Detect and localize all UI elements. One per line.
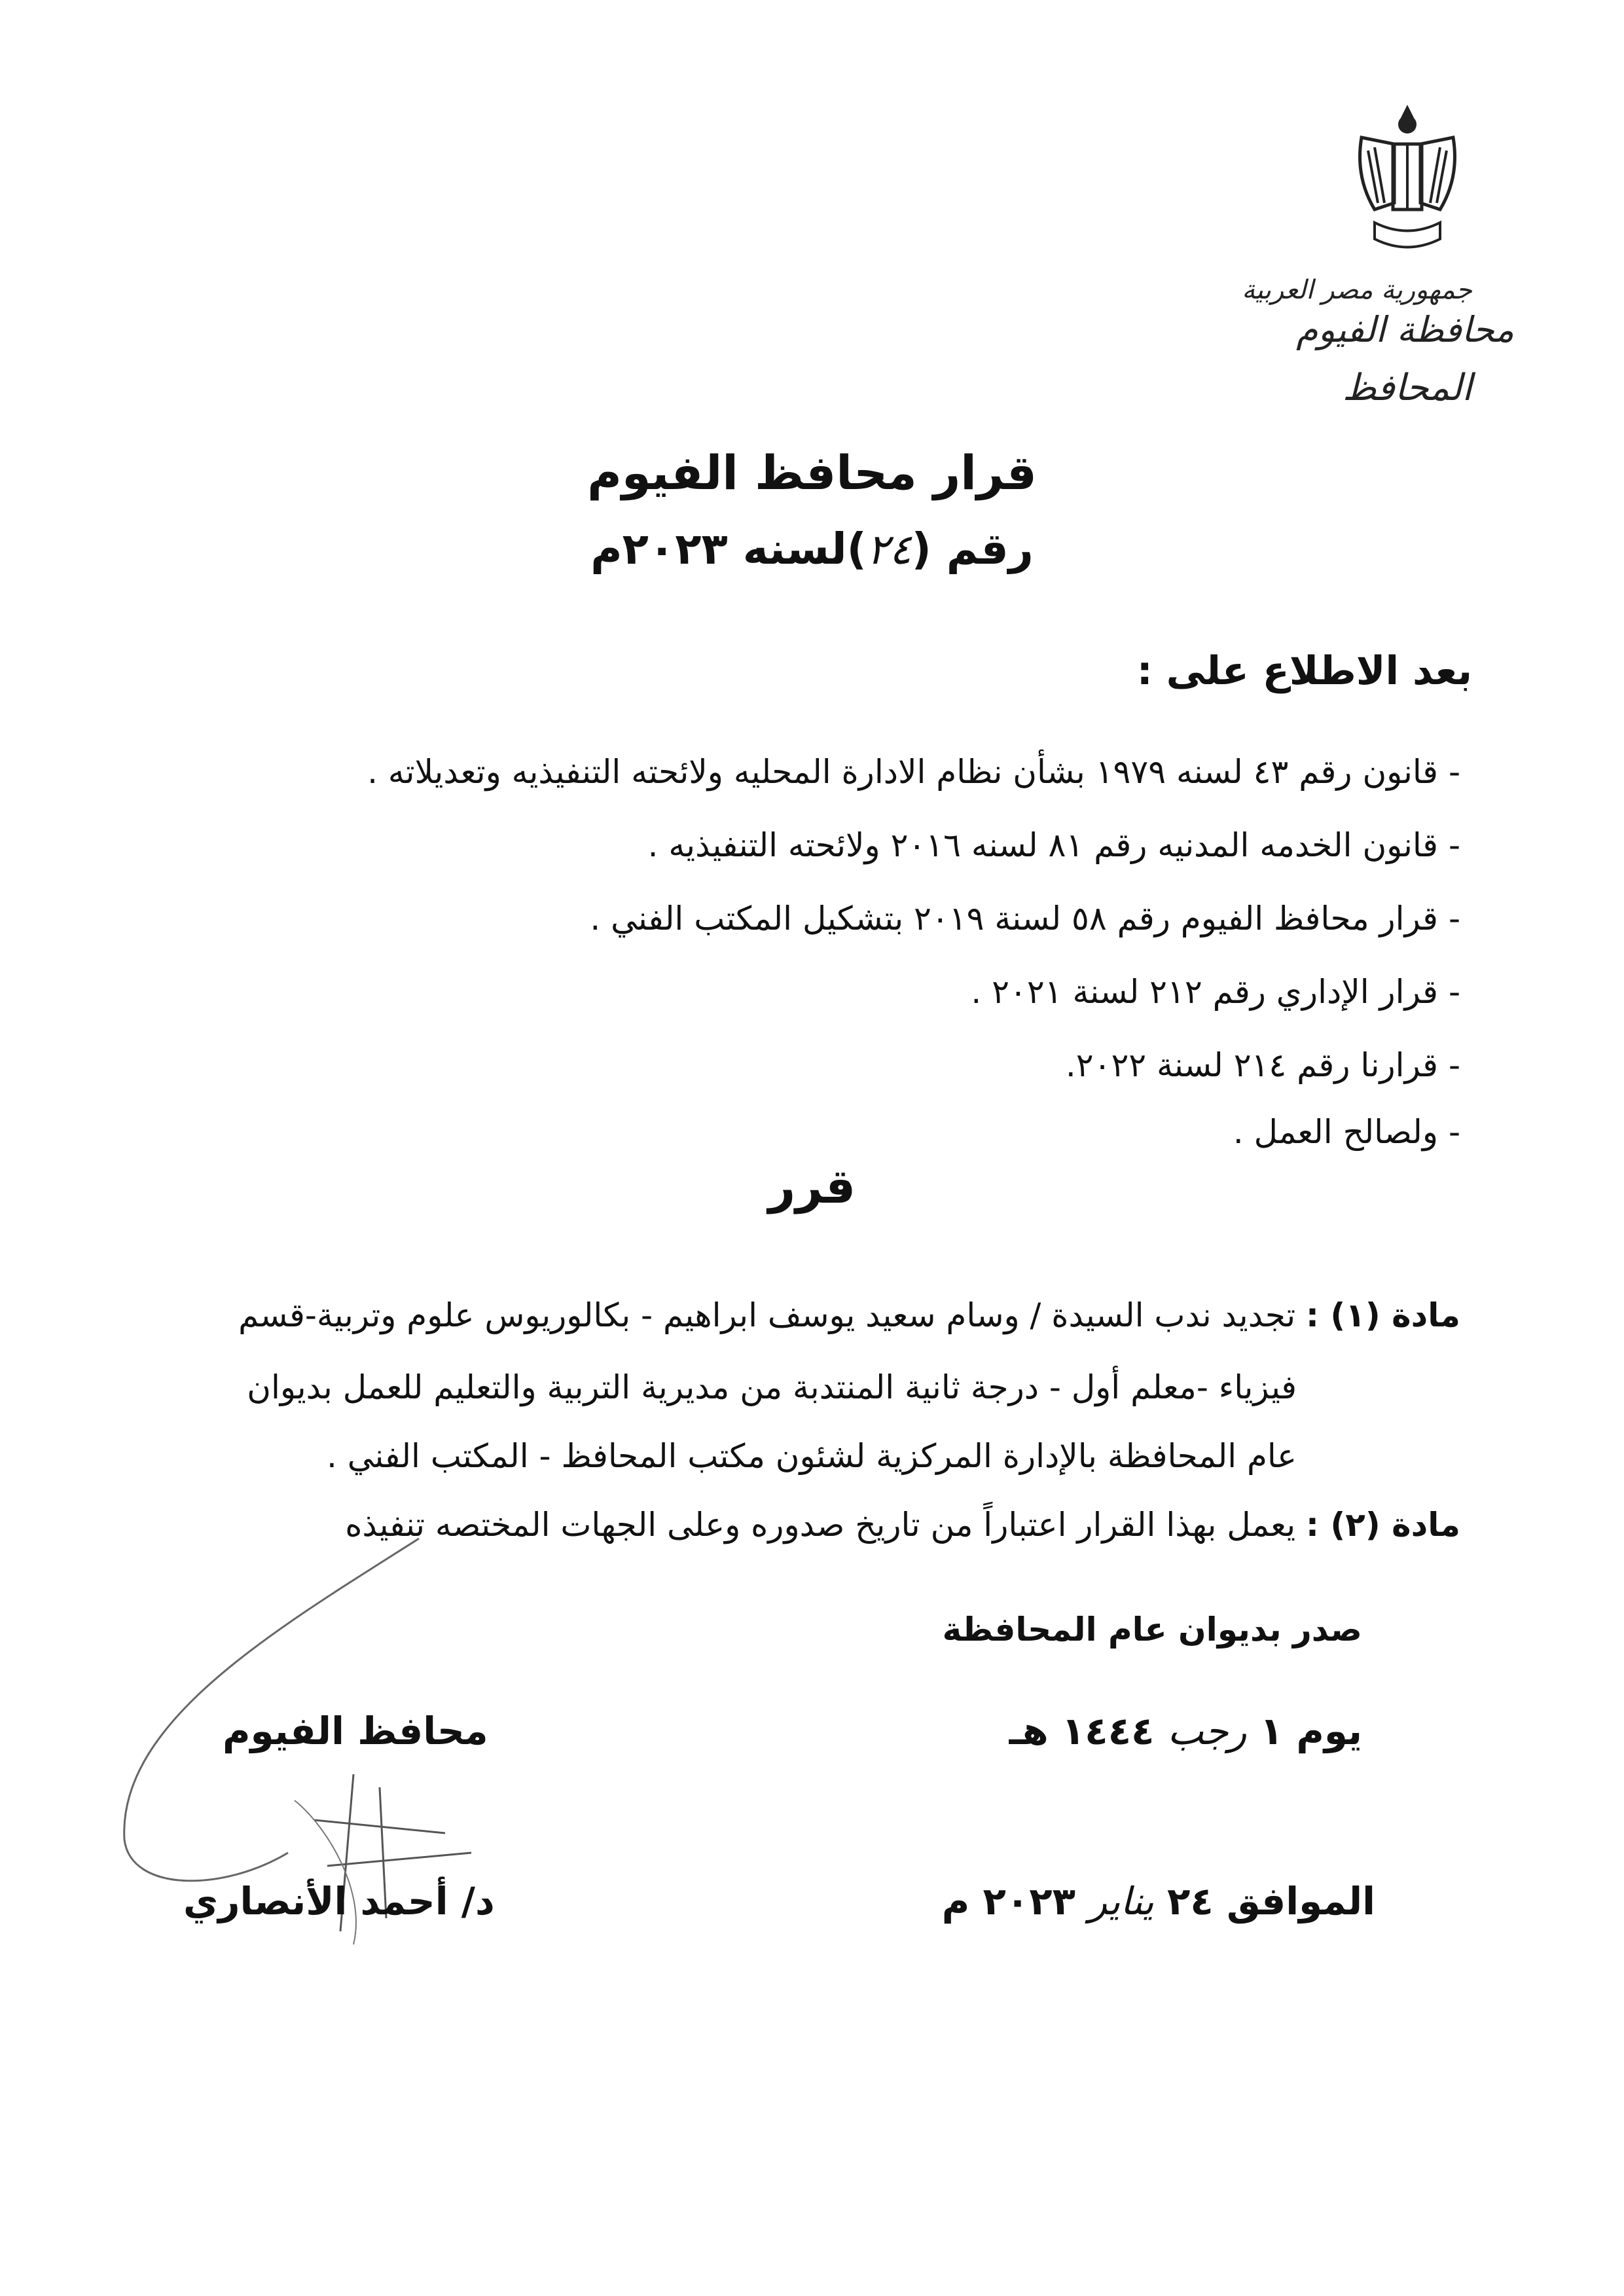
decided-heading: قرر [768,1159,856,1214]
recital-item: - قرار محافظ الفيوم رقم ٥٨ لسنة ٢٠١٩ بتشكيل المكتب الفني . [590,900,1460,938]
decree-title: قرار محافظ الفيوم [587,445,1037,500]
gregorian-month: يناير [1089,1879,1154,1923]
issued-at: صدر بديوان عام المحافظة [942,1611,1362,1649]
preamble-heading: بعد الاطلاع على : [1136,648,1472,694]
decree-number-suffix: )لسنه ٢٠٢٣م [590,524,867,574]
decree-number-line [0,524,1624,574]
hijri-day: يوم ١ [1259,1709,1362,1753]
letterhead-governor: المحافظ [1342,367,1472,409]
governor-title: محافظ الفيوم [223,1709,488,1753]
recital-item: - قرارنا رقم ٢١٤ لسنة ٢٠٢٢. [1065,1046,1460,1084]
eagle-emblem-icon [1348,98,1466,262]
hijri-year: ١٤٤٤ هـ [1009,1709,1155,1753]
recital-item: - قانون رقم ٤٣ لسنه ١٩٧٩ بشأن نظام الادارة المحليه ولائحته التنفيذيه وتعديلاته . [367,753,1460,791]
article-1-line [238,1296,1460,1334]
article-1-text: تجديد ندب السيدة / وسام سعيد يوسف ابراهيم - بكالوريوس علوم وتربية-قسم [238,1296,1296,1334]
gregorian-year: ٢٠٢٣ م [941,1879,1076,1923]
recital-item: - قانون الخدمه المدنيه رقم ٨١ لسنه ٢٠١٦ ولائحته التنفيذيه . [647,826,1460,864]
recital-item: - ولصالح العمل . [1233,1113,1460,1151]
governor-name: د/ أحمد الأنصاري [183,1879,495,1923]
article-1-label: مادة (١) : [1306,1296,1460,1334]
gregorian-day: الموافق ٢٤ [1166,1879,1375,1923]
decree-number-prefix: رقم ( [911,524,1034,574]
gregorian-date [942,1879,1375,1923]
article-1-continuation: عام المحافظة بالإدارة المركزية لشئون مكتب المحافظ - المكتب الفني . [326,1437,1297,1475]
article-2-label: مادة (٢) : [1306,1506,1460,1544]
hijri-date [1009,1709,1362,1753]
letterhead-governorate: محافظة الفيوم [1296,309,1514,350]
letterhead-country: جمهورية مصر العربية [1242,275,1472,305]
article-2-text: يعمل بهذا القرار اعتباراً من تاريخ صدوره وعلى الجهات المختصه تنفيذه [345,1506,1296,1544]
decree-number: ٢٤ [866,526,912,574]
hijri-month: رجب [1167,1709,1247,1753]
article-1-continuation: فيزياء -معلم أول - درجة ثانية المنتدبة من مديرية التربية والتعليم للعمل بديوان [247,1368,1297,1406]
recital-item: - قرار الإداري رقم ٢١٢ لسنة ٢٠٢١ . [971,973,1460,1011]
